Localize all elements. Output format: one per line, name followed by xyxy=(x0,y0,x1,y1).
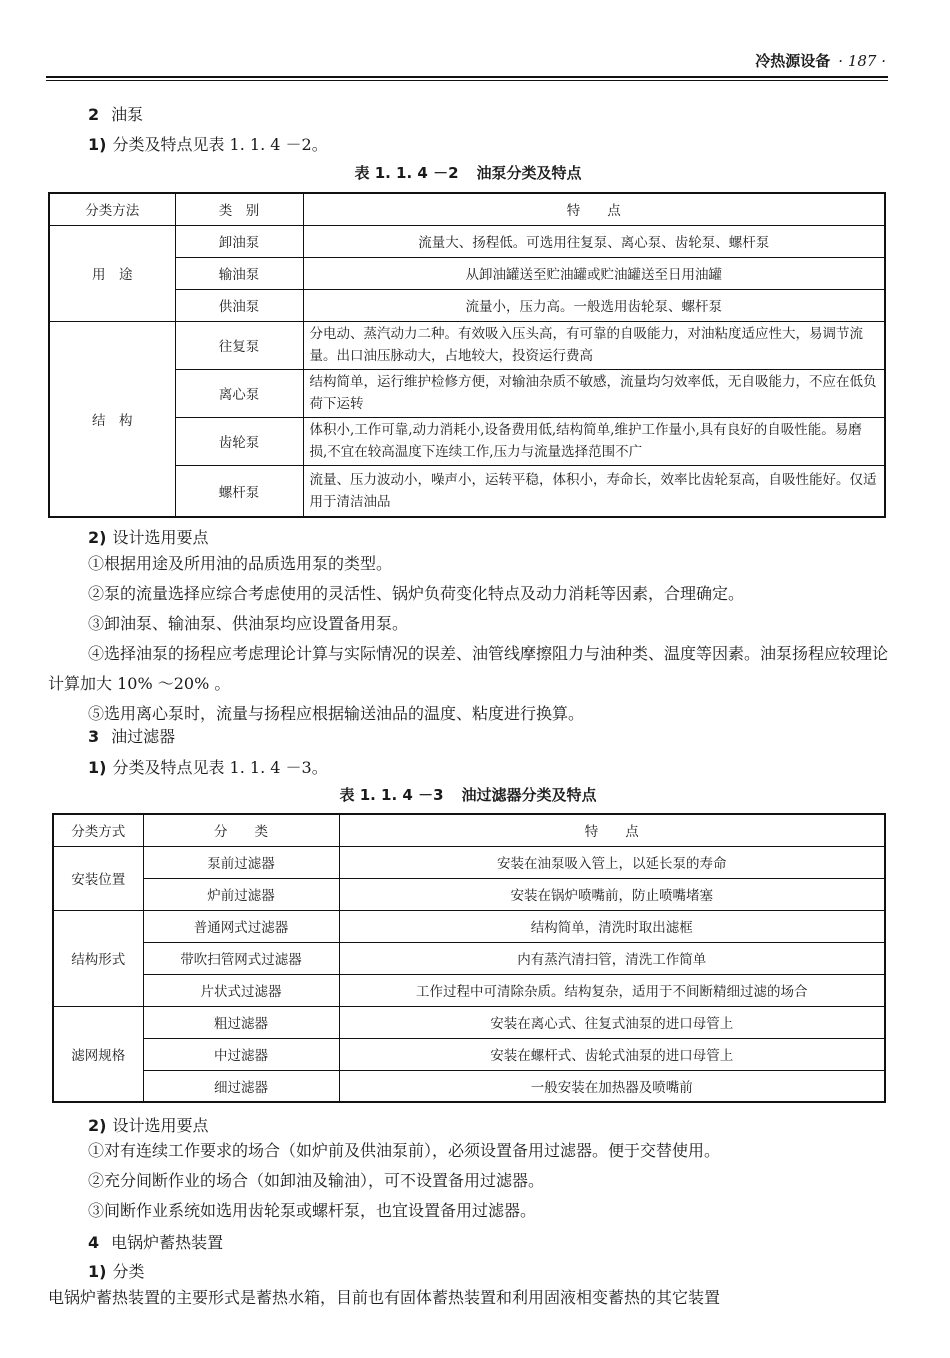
table-header-row xyxy=(53,814,885,846)
feature-cell: 内有蒸汽清扫管，清洗工作简单 xyxy=(339,942,885,974)
oil-pump-table xyxy=(48,192,886,518)
feature-cell: 流量、压力波动小，噪声小，运转平稳，体积小，寿命长，效率比齿轮泵高，自吸性能好。仅适用于清洁油品 xyxy=(303,465,885,517)
feature-cell: 结构简单，清洗时取出滤框 xyxy=(339,910,885,942)
list-item: ②泵的流量选择应综合考虑使用的灵活性、锅炉负荷变化特点及动力消耗等因素，合理确定。 xyxy=(88,584,745,603)
table-row xyxy=(49,257,885,289)
table-row xyxy=(53,974,885,1006)
type-cell: 细过滤器 xyxy=(143,1070,339,1102)
list-item: ④选择油泵的扬程应考虑理论计算与实际情况的误差、油管线摩擦阻力与油种类、温度等因素。油泵扬程应较理论计算加大 10% ～20% 。 xyxy=(48,644,889,693)
feature-cell: 工作过程中可清除杂质。结构复杂，适用于不间断精细过滤的场合 xyxy=(339,974,885,1006)
type-cell: 齿轮泵 xyxy=(175,417,303,465)
pump-requirements xyxy=(48,549,888,729)
header-rule-thin xyxy=(46,80,888,81)
feature-cell: 安装在离心式、往复式油泵的进口母管上 xyxy=(339,1006,885,1038)
feature-cell: 分电动、蒸汽动力二种。有效吸入压头高，有可靠的自吸能力，对油粘度适应性大，易调节流量。出口油压脉动大，占地较大，投资运行费高 xyxy=(303,321,885,369)
subsection-2-2: 2) 设计选用要点 xyxy=(88,528,209,547)
section-heading-3: 3 油过滤器 xyxy=(88,727,176,746)
type-cell: 供油泵 xyxy=(175,289,303,321)
table-header-row xyxy=(49,193,885,225)
list-item: ⑤选用离心泵时，流量与扬程应根据输送油品的温度、粘度进行换算。 xyxy=(88,704,585,723)
type-cell: 卸油泵 xyxy=(175,225,303,257)
header-title: 冷热源设备 xyxy=(755,52,831,70)
type-cell: 泵前过滤器 xyxy=(143,846,339,878)
table-row xyxy=(53,1070,885,1102)
feature-cell: 一般安装在加热器及喷嘴前 xyxy=(339,1070,885,1102)
type-cell: 粗过滤器 xyxy=(143,1006,339,1038)
table-row xyxy=(49,225,885,257)
group-cell: 结 构 xyxy=(49,321,175,517)
feature-cell: 结构简单，运行维护检修方便，对输油杂质不敏感，流量均匀效率低，无自吸能力，不应在低负荷下运转 xyxy=(303,369,885,417)
type-cell: 离心泵 xyxy=(175,369,303,417)
page-number: · 187 · xyxy=(838,52,886,70)
filter-requirements xyxy=(48,1136,888,1226)
table-row xyxy=(49,369,885,417)
group-cell: 用 途 xyxy=(49,225,175,321)
type-cell: 输油泵 xyxy=(175,257,303,289)
group-cell: 滤网规格 xyxy=(53,1006,143,1102)
table-row xyxy=(49,417,885,465)
feature-cell: 体积小,工作可靠,动力消耗小,设备费用低,结构简单,维护工作量小,具有良好的自吸性能。易磨损,不宜在较高温度下连续工作,压力与流量选择范围不广 xyxy=(303,417,885,465)
feature-cell: 流量大、扬程低。可选用往复泵、离心泵、齿轮泵、螺杆泵 xyxy=(303,225,885,257)
table-row xyxy=(53,1038,885,1070)
type-cell: 带吹扫管网式过滤器 xyxy=(143,942,339,974)
body-paragraph: 电锅炉蓄热装置的主要形式是蓄热水箱，目前也有固体蓄热装置和利用固液相变蓄热的其它装置 xyxy=(48,1288,721,1307)
table-row xyxy=(49,289,885,321)
list-item: ①对有连续工作要求的场合（如炉前及供油泵前），必须设置备用过滤器。便于交替使用。 xyxy=(88,1141,721,1160)
type-cell: 片状式过滤器 xyxy=(143,974,339,1006)
column-header: 类 别 xyxy=(175,193,303,225)
column-header: 分 类 xyxy=(143,814,339,846)
type-cell: 普通网式过滤器 xyxy=(143,910,339,942)
oil-filter-table xyxy=(52,813,886,1103)
column-header: 分类方法 xyxy=(49,193,175,225)
column-header: 特 点 xyxy=(339,814,885,846)
table-caption-2: 表 1. 1. 4 －3 油过滤器分类及特点 xyxy=(339,786,597,804)
column-header: 特 点 xyxy=(303,193,885,225)
feature-cell: 从卸油罐送至贮油罐或贮油罐送至日用油罐 xyxy=(303,257,885,289)
list-item: ③卸油泵、输油泵、供油泵均应设置备用泵。 xyxy=(88,614,409,633)
feature-cell: 安装在螺杆式、齿轮式油泵的进口母管上 xyxy=(339,1038,885,1070)
type-cell: 中过滤器 xyxy=(143,1038,339,1070)
table-row xyxy=(49,465,885,517)
table-caption-1: 表 1. 1. 4 －2 油泵分类及特点 xyxy=(354,164,582,182)
subsection-4-1: 1) 分类 xyxy=(88,1262,145,1281)
column-header: 分类方式 xyxy=(53,814,143,846)
type-cell: 往复泵 xyxy=(175,321,303,369)
type-cell: 炉前过滤器 xyxy=(143,878,339,910)
table-row xyxy=(53,910,885,942)
group-cell: 安装位置 xyxy=(53,846,143,910)
table-row xyxy=(53,942,885,974)
feature-cell: 安装在油泵吸入管上，以延长泵的寿命 xyxy=(339,846,885,878)
feature-cell: 流量小，压力高。一般选用齿轮泵、螺杆泵 xyxy=(303,289,885,321)
section-heading-4: 4 电锅炉蓄热装置 xyxy=(88,1233,224,1252)
subsection-3-2: 2) 设计选用要点 xyxy=(88,1116,209,1135)
subsection-2-1: 1) 分类及特点见表 1. 1. 4 －2。 xyxy=(88,135,328,154)
list-item: ①根据用途及所用油的品质选用泵的类型。 xyxy=(88,554,393,573)
table-row xyxy=(53,878,885,910)
table-row xyxy=(49,321,885,369)
group-cell: 结构形式 xyxy=(53,910,143,1006)
header-rule xyxy=(46,76,888,78)
section-heading-2: 2 油泵 xyxy=(88,105,144,124)
table-row xyxy=(53,846,885,878)
table-row xyxy=(53,1006,885,1038)
running-header xyxy=(48,50,886,74)
list-item: ③间断作业系统如选用齿轮泵或螺杆泵，也宜设置备用过滤器。 xyxy=(88,1201,537,1220)
type-cell: 螺杆泵 xyxy=(175,465,303,517)
subsection-3-1: 1) 分类及特点见表 1. 1. 4 －3。 xyxy=(88,758,328,777)
feature-cell: 安装在锅炉喷嘴前，防止喷嘴堵塞 xyxy=(339,878,885,910)
list-item: ②充分间断作业的场合（如卸油及输油），可不设置备用过滤器。 xyxy=(88,1171,545,1190)
